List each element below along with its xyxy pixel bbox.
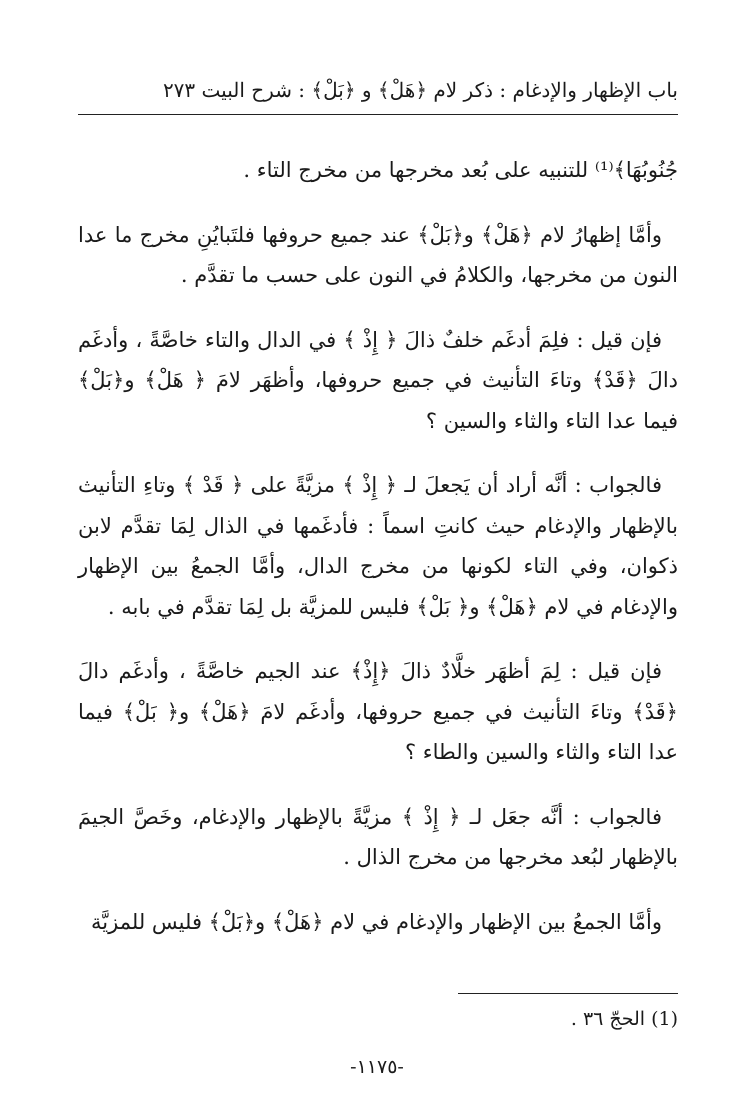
paragraph: فالجواب : أنَّه جعَل لـ ﴿ إِذْ ﴾ مزيَّةً بالإظهار والإدغام، وخَصَّ الجيمَ بالإظهار لبُعد مخرجها من مخرج الذال . [78, 804, 678, 869]
paragraph: وأمَّا إظهارُ لام ﴿هَلْ﴾ و﴿بَلْ﴾ عند جميع حروفها فلتَبايُنِ مخرج ما عدا النون من مخرجها، والكلامُ في النون على حسب ما تقدَّم . [78, 222, 678, 287]
paragraph: فإن قيل : فلِمَ أدغَم خلفٌ ذالَ ﴿ إِذْ ﴾ في الدال والتاء خاصَّةً ، وأدغَم دالَ ﴿قَدْ﴾ وتاءَ التأنيث في جميع حروفها، وأظهَر لامَ ﴿ هَلْ﴾ و﴿بَلْ﴾ فيما عدا التاء والثاء والسين ؟ [78, 327, 679, 433]
paragraph: فالجواب : أنَّه أراد أن يَجعلَ لـ ﴿ إِذْ ﴾ مزيَّةً على ﴿ قَدْ ﴾ وتاءِ التأنيث بالإظهار والإدغام حيث كانتِ اسماً : فأدغَمها في الذال لِمَا تقدَّم لابن ذكوان، وفي التاء لكونها من مخرج الدال، وأمَّا الجمعُ بين الإظهار والإدغام في لام ﴿هَلْ﴾ و﴿ بَلْ﴾ فليس للمزيَّة بل لِمَا تقدَّم في بابه . [78, 473, 678, 619]
paragraph: جُنُوبُهَا﴾⁽¹⁾ للتنبيه على بُعد مخرجها من مخرج التاء . [243, 158, 678, 182]
body-text [78, 150, 678, 966]
running-header: باب الإظهار والإدغام : ذكر لام ﴿هَلْ﴾ و ﴿بَلْ﴾ : شرح البيت ٢٧٣ [162, 78, 678, 102]
footnote: (1) الحجّ ٣٦ . [570, 1008, 678, 1030]
paragraph: وأمَّا الجمعُ بين الإظهار والإدغام في لام ﴿هَلْ﴾ و﴿بَلْ﴾ فليس للمزيَّة [91, 909, 662, 934]
page-number: -١١٧٥- [350, 1056, 404, 1078]
footnote-rule [458, 993, 678, 994]
header-rule [78, 114, 678, 115]
paragraph: فإن قيل : لِمَ أظهَر خلَّادٌ ذالَ ﴿إِذْ﴾ عند الجيم خاصَّةً ، وأدغَم دالَ ﴿قَدْ﴾ وتاءَ التأنيث في جميع حروفها، وأدغَم لامَ ﴿هَلْ﴾ و﴿ بَلْ﴾ فيما عدا التاء والثاء والسين والطاء ؟ [78, 659, 678, 764]
